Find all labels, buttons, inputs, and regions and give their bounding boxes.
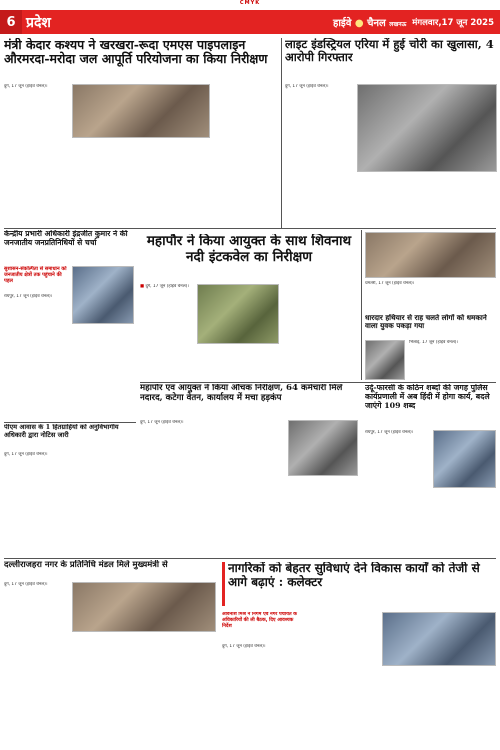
story-10-headline: दल्लीराजहरा नगर के प्रतिनिधि मंडल मिले मुख्यमंत्री से: [4, 560, 168, 569]
story-11-photo: [382, 612, 496, 666]
story-1-photo: [72, 84, 210, 138]
story-4-column-2: [197, 348, 279, 380]
story-8-headline-block: [365, 384, 496, 426]
story-8-headline: उर्दू-फारसी के कठिन शब्दों की जगह पुलिस कार्यप्रणाली में अब हिंदी में होगा कार्य, बदले जाएंगे 109 शब्द: [365, 384, 490, 410]
section-divider: [140, 382, 496, 383]
story-10-column-1: [4, 582, 68, 746]
story-7-photo: [288, 420, 358, 476]
story-7-headline: महापौर एवं आयुक्त ने किया औचक निरीक्षण, 64 कर्मचारी मिले नदारद, कटेगा वेतन, कार्यालय में मचा हड़कंप: [140, 384, 343, 403]
story-1-column-3: [142, 142, 208, 224]
story-4-column-3: [283, 284, 358, 380]
story-11-dateline: दुर्ग, 17 जून (हाईवे चैनल)।: [222, 644, 266, 649]
story-1-column-2: [72, 142, 138, 224]
story-3-dateline: रायपुर, 17 जून (हाईवे चैनल)।: [4, 294, 53, 299]
brand-part-b: चैनल: [367, 18, 386, 29]
story-2-column-1: [285, 84, 353, 184]
story-3-headline: केन्द्रीय प्रभारी अधिकारी इंद्रजीत कुमार ने की जनजातीय जनप्रतिनिधियों से चर्चा: [4, 230, 128, 247]
story-7-column-3: [288, 480, 358, 556]
brand-part-a: हाईवे: [333, 18, 352, 29]
story-8-column-1: [365, 430, 429, 556]
story-11-subheadline: अविनाश मिश्र ने निगम एवं नगर पंचायत के अधिकारियों की ली बैठक, दिए आवश्यक निर्देश: [222, 612, 297, 629]
story-4-headline-block: [140, 234, 358, 280]
story-10-dateline: दुर्ग, 17 जून (हाईवे चैनल)।: [4, 582, 48, 587]
story-6-headline: धारदार हथियार से राह चलते लोगों को धमकाने वाला युवक पकड़ा गया: [365, 314, 487, 331]
story-11-sub-block: [222, 612, 298, 642]
story-3-sub-block: [4, 266, 68, 292]
story-2-headline: लाइट इंडस्ट्रियल एरिया में हुई चोरी का खुलासा, 4 आरोपी गिरफ्तार: [285, 38, 494, 65]
story-8-photo: [433, 430, 496, 488]
story-11-accent-bar: [222, 562, 225, 606]
story-9-column-1: [4, 452, 68, 556]
story-3-subheadline: सुशासन-संकल्पिता से समाधान को जनजातीय क्षेत्रों तक पहुंचाने की पहल: [4, 266, 67, 284]
story-7-headline-block: [140, 384, 358, 418]
column-divider: [361, 230, 362, 380]
story-1-column-1: [4, 84, 68, 224]
story-1-headline: मंत्री केदार कश्यप ने खरखरा-रूदा एमएस पाइपलाइन औरमरदा-मरोदा जल आपूर्ति परियोजना का किया निरीक्षण: [4, 38, 268, 67]
section-divider: [4, 558, 496, 559]
story-7-column-1: [140, 420, 210, 556]
story-10-headline-block: [4, 560, 218, 580]
story-2-photo: [357, 84, 497, 172]
bullet-icon: ■: [140, 284, 145, 289]
issue-date: मंगलवार,17 जून 2025: [412, 17, 494, 28]
story-9-headline: पीएम आवास के 1 हितग्राहियों को अनुविभागीय अधिकारी द्वारा नोटिस जारी: [4, 424, 119, 439]
story-9-column-2: [72, 452, 134, 556]
story-10-column-2: [72, 636, 142, 746]
newspaper-brand: [333, 15, 406, 29]
story-5-column-2: [433, 281, 496, 313]
story-4-headline: महापौर ने किया आयुक्त के साथ शिवनाथ नदी इंटकवेल का निरीक्षण: [146, 234, 352, 265]
section-divider: [4, 228, 496, 229]
story-4-column-1: [140, 284, 194, 380]
story-4-dateline: दुर्ग, 17 जून (हाईवे चैनल)।: [145, 284, 189, 289]
story-8-column-2: [433, 492, 496, 556]
story-1-headline-block: [4, 38, 278, 80]
story-5-column-1: [365, 281, 429, 313]
story-11-column-3: [382, 670, 496, 746]
story-11-column-2: [302, 612, 378, 746]
story-10-photo: [72, 582, 216, 632]
story-11-headline-block: [228, 562, 496, 608]
story-5-dateline: धमतरी, 17 जून (हाईवे चैनल)।: [365, 281, 415, 286]
story-11-headline: नागरिकों को बेहतर सुविधाएं देने विकास कार्यों को तेजी से आगे बढ़ाएं : कलेक्टर: [228, 562, 480, 589]
story-8-dateline: रायपुर, 17 जून (हाईवे चैनल)।: [365, 430, 414, 435]
story-6-column-1: [409, 340, 496, 380]
page-header: [0, 10, 500, 34]
story-3-headline-block: [4, 230, 136, 264]
story-11-column-1: [222, 644, 298, 746]
column-divider: [281, 38, 282, 228]
story-9-headline-block: [4, 424, 136, 450]
story-6-dateline: भिलाई, 17 जून (हाईवे चैनल)।: [409, 340, 459, 345]
story-2-dateline: दुर्ग, 17 जून (हाईवे चैनल)।: [285, 84, 329, 89]
print-registration-mark: CMYK: [239, 0, 261, 6]
story-3-column-2: [72, 328, 134, 420]
story-10-column-3: [146, 636, 216, 746]
story-9-dateline: दुर्ग, 17 जून (हाईवे चैनल)।: [4, 452, 48, 457]
story-3-photo: [72, 266, 134, 324]
story-5-photo: [365, 232, 496, 278]
story-7-column-2: [214, 420, 284, 556]
story-6-headline-block: [365, 314, 496, 338]
story-2-column-2: [285, 178, 497, 226]
brand-city: लखनऊ: [389, 21, 407, 28]
story-6-photo: [365, 340, 405, 380]
section-title: प्रदेश: [26, 14, 51, 31]
section-divider: [4, 422, 136, 423]
story-7-dateline: दुर्ग, 17 जून (हाईवे चैनल)।: [140, 420, 184, 425]
story-2-headline-block: [285, 38, 497, 80]
page-number: 6: [0, 10, 22, 34]
story-3-column-1: [4, 294, 68, 420]
story-1-column-4: [212, 84, 276, 224]
brand-separator-icon: ●: [354, 18, 364, 29]
story-1-dateline: दुर्ग, 17 जून (हाईवे चैनल)।: [4, 84, 48, 89]
story-4-photo: [197, 284, 279, 344]
